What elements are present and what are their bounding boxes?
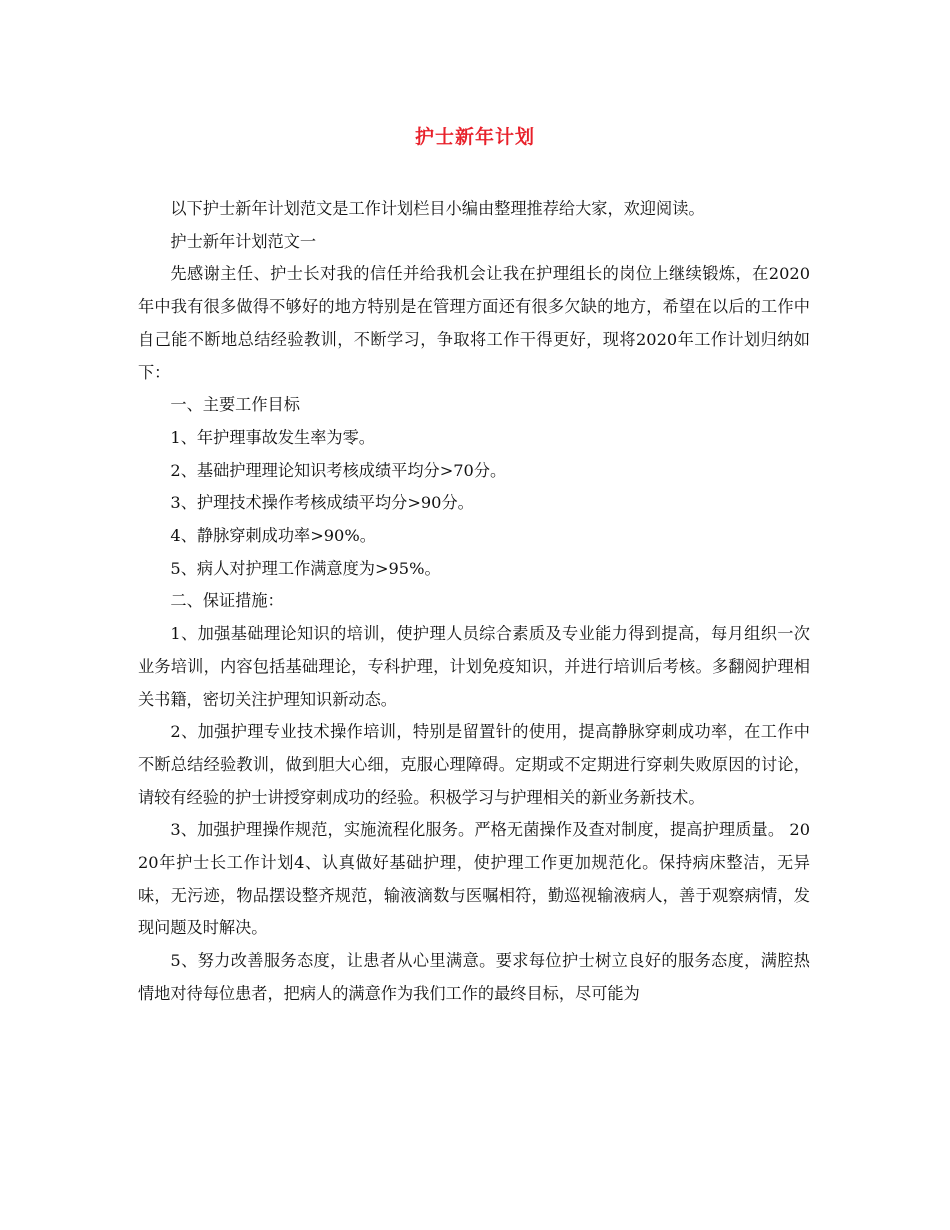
goal-item: 5、病人对护理工作满意度为>95%。	[170, 558, 441, 578]
goal-item: 2、基础护理理论知识考核成绩平均分>70分。	[170, 460, 507, 480]
section-heading-sample-one: 护士新年计划范文一	[170, 231, 317, 251]
measure-paragraph: 1、加强基础理论知识的培训，使护理人员综合素质及专业能力得到提高，每月组织一次业务培训，内容包括基础理论，专科护理，计划免疫知识，并进行培训后考核。多翻阅护理相关书籍，密切关注护理知识新动态。	[138, 624, 810, 709]
opening-paragraph: 先感谢主任、护士长对我的信任并给我机会让我在护理组长的岗位上继续锻炼，在2020年中我有很多做得不够好的地方特别是在管理方面还有很多欠缺的地方，希望在以后的工作中自己能不断地总结经验教训，不断学习，争取将工作干得更好，现将2020年工作计划归纳如下：	[138, 264, 810, 382]
measure-paragraph: 3、加强护理操作规范，实施流程化服务。严格无菌操作及查对制度，提高护理质量。 2020年护士长工作计划4、认真做好基础护理，使护理工作更加规范化。保持病床整洁，无异味，无污迹，物品摆设整齐规范，输液滴数与医嘱相符，勤巡视输液病人，善于观察病情，发现问题及时解决。	[138, 820, 810, 938]
document-body	[138, 193, 810, 1011]
goal-item: 3、护理技术操作考核成绩平均分>90分。	[170, 493, 474, 513]
measure-paragraph: 5、努力改善服务态度，让患者从心里满意。要求每位护士树立良好的服务态度，满腔热情地对待每位患者，把病人的满意作为我们工作的最终目标，尽可能为	[138, 951, 810, 1003]
section-heading-measures: 二、保证措施：	[170, 591, 284, 611]
measure-paragraph: 2、加强护理专业技术操作培训，特别是留置针的使用，提高静脉穿刺成功率，在工作中不断总结经验教训，做到胆大心细，克服心理障碍。定期或不定期进行穿刺失败原因的讨论，请较有经验的护士讲授穿刺成功的经验。积极学习与护理相关的新业务新技术。	[138, 722, 810, 807]
document-title: 护士新年计划	[414, 126, 535, 148]
intro-paragraph: 以下护士新年计划范文是工作计划栏目小编由整理推荐给大家，欢迎阅读。	[170, 199, 705, 218]
section-heading-goals: 一、主要工作目标	[170, 395, 300, 415]
goal-item: 4、静脉穿刺成功率>90%。	[170, 526, 376, 546]
goal-item: 1、年护理事故发生率为零。	[170, 427, 375, 447]
